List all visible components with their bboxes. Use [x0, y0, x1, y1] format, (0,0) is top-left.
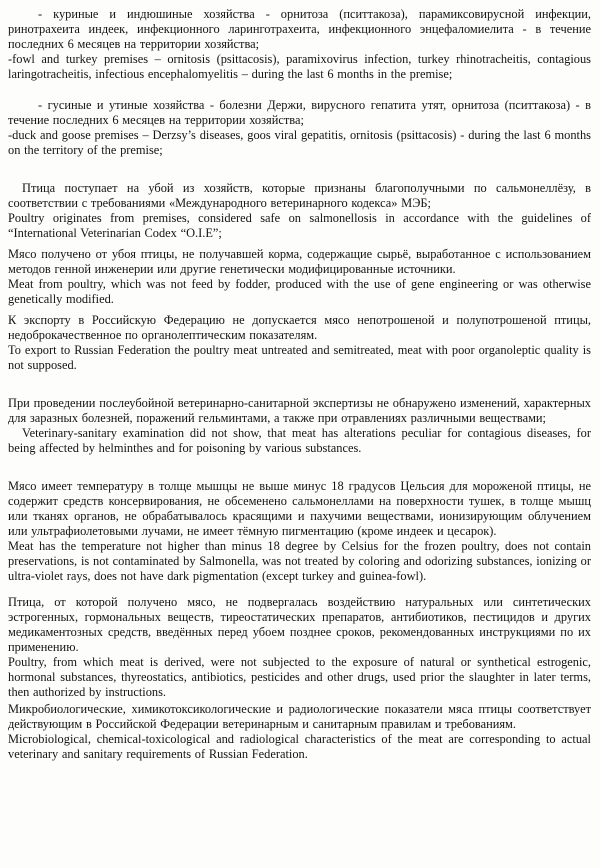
para-en-duck-goose-premises: -duck and goose premises – Derzsy’s diseases, goos viral gepatitis, ornitosis (psittacosis) - during the last 6 months on the territory of the premise; [8, 128, 591, 157]
para-en-export-restriction: To export to Russian Federation the poultry meat untreated and semitreated, meat with poor organoleptic quality is not supposed. [8, 343, 591, 372]
para-ru-goose-duck-premises: - гусиные и утиные хозяйства - болезни Держи, вирусного гепатита утят, орнитоза (пситтакоза) - в течение последних 6 месяцев на территории хозяйства; [8, 98, 591, 127]
para-en-meat-temperature: Meat has the temperature not higher than minus 18 degree by Celsius for the frozen poultry, does not contain preservations, is not contaminated by Salmonella, was not treated by coloring and odorizing substances, ionizing or ultra-violet rays, does not have dark pigmentation (except turkey and guinea-fowl). [8, 539, 591, 583]
para-en-no-hormones: Poultry, from which meat is derived, were not subjected to the exposure of natural or synthetical estrogenic, hormonal substances, thyreostatics, antibiotics, pesticides and other drugs, used prior the slaughter in later terms, then authorized by instructions. [8, 655, 591, 699]
para-ru-export-restriction: К экспорту в Российскую Федерацию не допускается мясо непотрошеной и полупотрошеной птицы, недоброкачественное по органолептическим показателям. [8, 313, 591, 342]
para-en-fowl-turkey-premises: -fowl and turkey premises – ornitosis (psittacosis), paramixovirus infection, turkey rhinotracheitis, contagious laringotracheitis, infectious encephalomyelitis – during the last 6 months in the premise; [8, 52, 591, 81]
para-ru-fowl-turkey-premises: - куриные и индюшиные хозяйства - орнитоза (пситтакоза), парамиксовирусной инфекции, ринотрахеита индеек, инфекционного ларинготрахеита, инфекционного энцефаломиелита - в течение последних 6 месяцев на территории хозяйства; [8, 7, 591, 51]
para-en-microbiological-indicators: Microbiological, chemical-toxicological and radiological characteristics of the meat are corresponding to actual veterinary and sanitary requirements of Russian Federation. [8, 732, 591, 761]
para-ru-microbiological-indicators: Микробиологические, химикотоксикологические и радиологические показатели мяса птицы соответствует действующим в Российской Федерации ветеринарным и санитарным правилам и требованиям. [8, 702, 591, 731]
para-en-veterinary-sanitary-examination: Veterinary-sanitary examination did not show, that meat has alterations peculiar for contagious diseases, for being affected by helminthes and for poisoning by various substances. [8, 426, 591, 455]
para-ru-postmortem-examination: При проведении послеубойной ветеринарно-санитарной экспертизы не обнаружено изменений, характерных для заразных болезней, поражений гельминтами, а также при отравлениях различными веществами; [8, 396, 591, 425]
document-page [8, 7, 591, 864]
para-en-no-gmo-feed: Meat from poultry, which was not feed by fodder, produced with the use of gene engineering or was otherwise genetically modified. [8, 277, 591, 306]
para-en-salmonellosis-safe: Poultry originates from premises, considered safe on salmonellosis in accordance with the guidelines of “International Veterinarian Codex “O.I.E”; [8, 211, 591, 240]
para-ru-no-hormones: Птица, от которой получено мясо, не подвергалась воздействию натуральных или синтетических эстрогенных, гормональных веществ, тиреостатических препаратов, антибиотиков, пестицидов и других медикаментозных средств, введённых перед убоем позднее сроков, рекомендованных инструкциями по их применению. [8, 595, 591, 654]
para-ru-no-gmo-feed: Мясо получено от убоя птицы, не получавшей корма, содержащие сырьё, выработанное с использованием методов генной инженерии или другие генетически модифицированные источники. [8, 247, 591, 276]
para-ru-meat-temperature: Мясо имеет температуру в толще мышцы не выше минус 18 градусов Цельсия для мороженой птицы, не содержит средств консервирования, не обсеменено сальмонеллами на поверхности тушек, в толще мышц или тканях органов, не обрабатывалось красящими и пахучими веществами, ионизирующим облучением или ультрафиолетовыми лучами, не имеет тёмную пигментацию (кроме индеек и цесарок). [8, 479, 591, 538]
para-ru-salmonellosis-safe: Птица поступает на убой из хозяйств, которые признаны благополучными по сальмонеллёзу, в соответствии с требованиями «Международного ветеринарного кодекса» МЭБ; [8, 181, 591, 210]
